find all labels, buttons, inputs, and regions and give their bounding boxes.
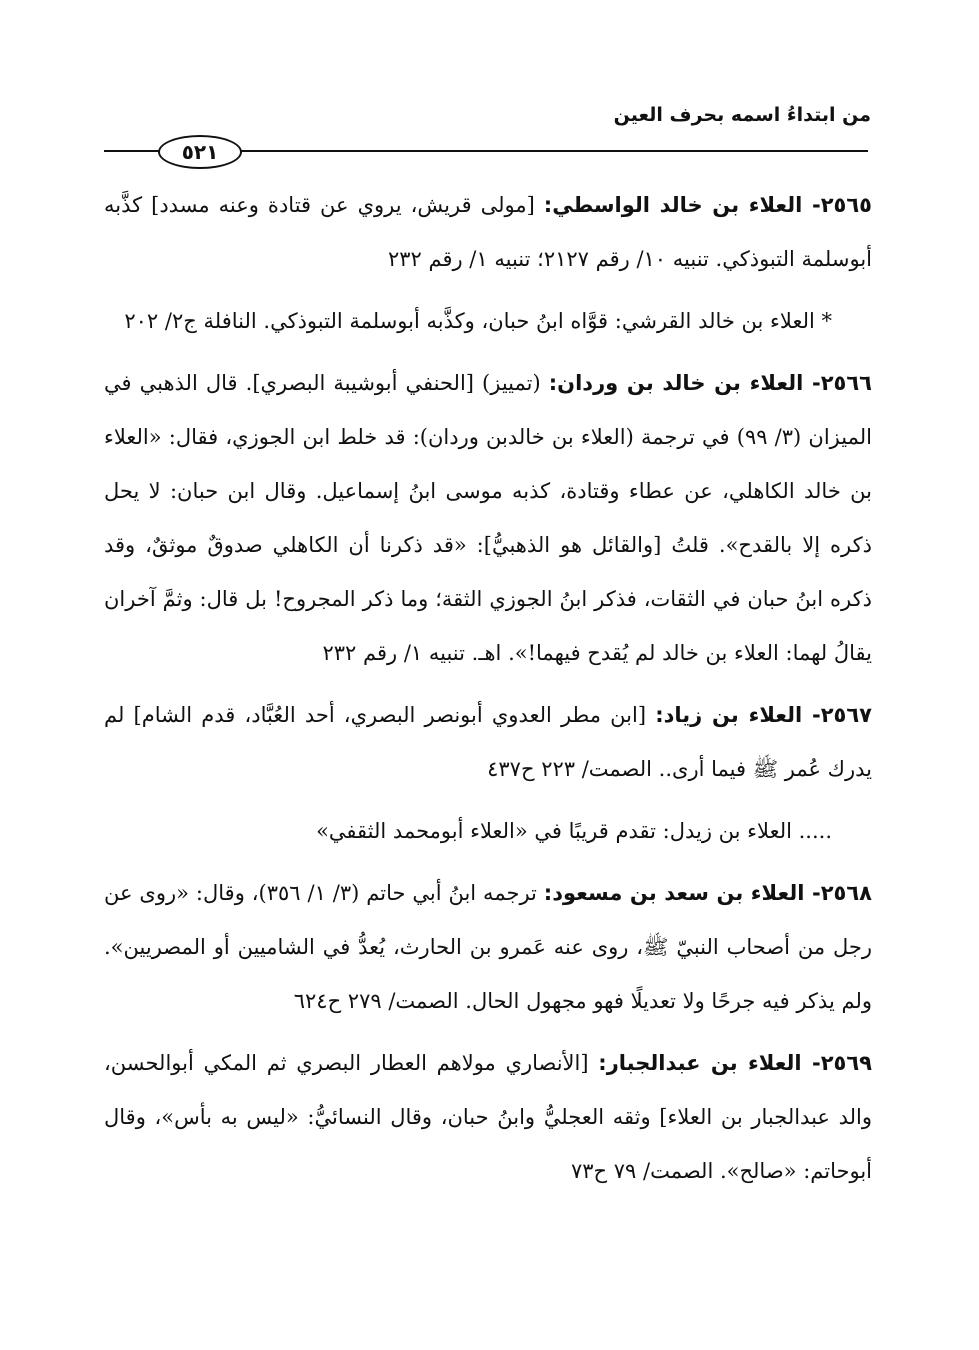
entry-text: [ابن مطر العدوي أبونصر البصري، أحد العُبَّاد، قدم الشام] لم يدرك عُمر ﷺ فيما أرى.. الصمت/ ٢٢٣ ح٤٣٧: [104, 703, 872, 781]
entry-text: * العلاء بن خالد القرشي: قوَّاه ابنُ حبان، وكذَّبه أبوسلمة التبوذكي. النافلة ج٢/ ٢٠٢: [124, 309, 832, 333]
entry-name: ٢٥٦٦- العلاء بن خالد بن وردان:: [548, 371, 872, 395]
entry-text: ..... العلاء بن زيدل: تقدم قريبًا في «العلاء أبومحمد الثقفي»: [316, 819, 832, 843]
entry-text: [الأنصاري مولاهم العطار البصري ثم المكي أبوالحسن، والد عبدالجبار بن العلاء] وثقه العجليُّ وابنُ حبان، وقال النسائيُّ: «ليس به بأس»، وقال أبوحاتم: «صالح». الصمت/ ٧٩ ح٧٣: [104, 1051, 872, 1183]
page-header-title: من ابتداءُ اسمه بحرف العين: [613, 104, 871, 126]
entry-name: ٢٥٦٧- العلاء بن زياد:: [655, 703, 872, 727]
entry-name: ٢٥٦٩- العلاء بن عبدالجبار:: [598, 1051, 872, 1075]
entry-name: ٢٥٦٥- العلاء بن خالد الواسطي:: [543, 193, 872, 217]
entry-2568: [104, 866, 872, 1028]
entry-2565: [104, 178, 872, 286]
entry-text: ترجمه ابنُ أبي حاتم (٣/ ١/ ٣٥٦)، وقال: «روى عن رجل من أصحاب النبيّ ﷺ، روى عنه عَمرو بن الحارث، يُعدُّ في الشاميين أو المصريين». ولم يذكر فيه جرحًا ولا تعديلًا فهو مجهول الحال. الصمت/ ٢٧٩ ح٦٢٤: [104, 881, 872, 1013]
entry-2569: [104, 1036, 872, 1198]
entry-note-zaydal: [104, 804, 872, 858]
page-number-badge: ٥٢١: [158, 135, 242, 169]
entry-name: ٢٥٦٨- العلاء بن سعد بن مسعود:: [543, 881, 872, 905]
entry-note-qurashi: [104, 294, 872, 348]
entry-2567: [104, 688, 872, 796]
entry-text: (تمييز) [الحنفي أبوشيبة البصري]. قال الذهبي في الميزان (٣/ ٩٩) في ترجمة (العلاء بن خالدبن وردان): قد خلط ابن الجوزي، فقال: «العلاء بن خالد الكاهلي، عن عطاء وقتادة، كذبه موسى ابنُ إسماعيل. وقال ابن حبان: لا يحل ذكره إلا بالقدح». قلتُ [والقائل هو الذهبيُّ]: «قد ذكرنا أن الكاهلي صدوقٌ موثقٌ، وقد ذكره ابنُ حبان في الثقات، فذكر ابنُ الجوزي الثقة؛ وما ذكر المجروح! بل قال: وثمَّ آخران يقالُ لهما: العلاء بن خالد لم يُقدح فيهما!». اهـ. تنبيه ١/ رقم ٢٣٢: [104, 371, 872, 665]
page-body: [104, 178, 872, 1206]
entry-text: [مولى قريش، يروي عن قتادة وعنه مسدد] كذَّبه أبوسلمة التبوذكي. تنبيه ١٠/ رقم ٢١٢٧؛ تنبيه ١/ رقم ٢٣٢: [104, 193, 872, 271]
entry-2566: [104, 356, 872, 680]
